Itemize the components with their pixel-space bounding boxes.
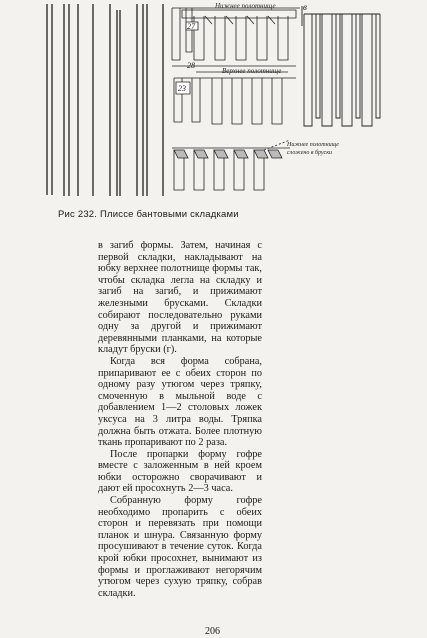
label-v: в <box>303 2 307 12</box>
figure-panel-g <box>172 140 290 190</box>
figure-panel-v <box>302 6 380 126</box>
pleat-figure <box>0 0 427 205</box>
figure-caption: Рис 232. Плиссе бантовыми складками <box>58 209 239 220</box>
bottom-note-line1: Нижнее полотнище <box>287 142 339 148</box>
paragraph-2: Когда вся форма собрана, припаривают ее с обеих сторон по одному разу утюгом через тряпку, смоченную в мыльной воде с добавлением 1—2 столовых ложек уксуса на 3 литра воды. Тряпка должна быть отжата. Более плотную ткань пропаривают по 2 раза. <box>98 355 262 449</box>
page-number: 206 <box>205 626 220 637</box>
lower-sheet-label: Верхнее полотнище <box>222 67 282 75</box>
num-27: 27 <box>187 22 195 31</box>
figure-panel-b-top <box>172 8 300 60</box>
figure-panel-a <box>47 4 163 196</box>
body-text <box>98 240 262 599</box>
paragraph-1: в загиб формы. Затем, начиная с первой складки, накладывают на юбку верхнее полотнище формы так, чтобы складка легла на складку и загиб на загиб, и прижимают железными брусками. Складки собирают последовательно руками одну за другой и прижимают деревянными планками, на которые кладут бруски (г). <box>98 240 262 356</box>
paragraph-4: Собранную форму гофре необходимо пропарить с обеих сторон и перевязать при помощи планок и шнура. Связанную форму просушивают в течение суток. Когда крой юбки просохнет, вынимают из формы и проглаживают негорячим утюгом через сухую тряпку, собрав складки. <box>98 495 262 599</box>
num-28: 28 <box>187 61 195 70</box>
top-sheet-label: Нижнее полотнище <box>215 2 276 10</box>
bottom-note-line2: сложено в бруски <box>287 150 333 156</box>
num-23: 23 <box>178 84 186 93</box>
paragraph-3: После пропарки форму гофре вместе с заложенным в ней кроем юбки осторожно сворачивают и дают ей просохнуть 2—3 часа. <box>98 448 262 495</box>
